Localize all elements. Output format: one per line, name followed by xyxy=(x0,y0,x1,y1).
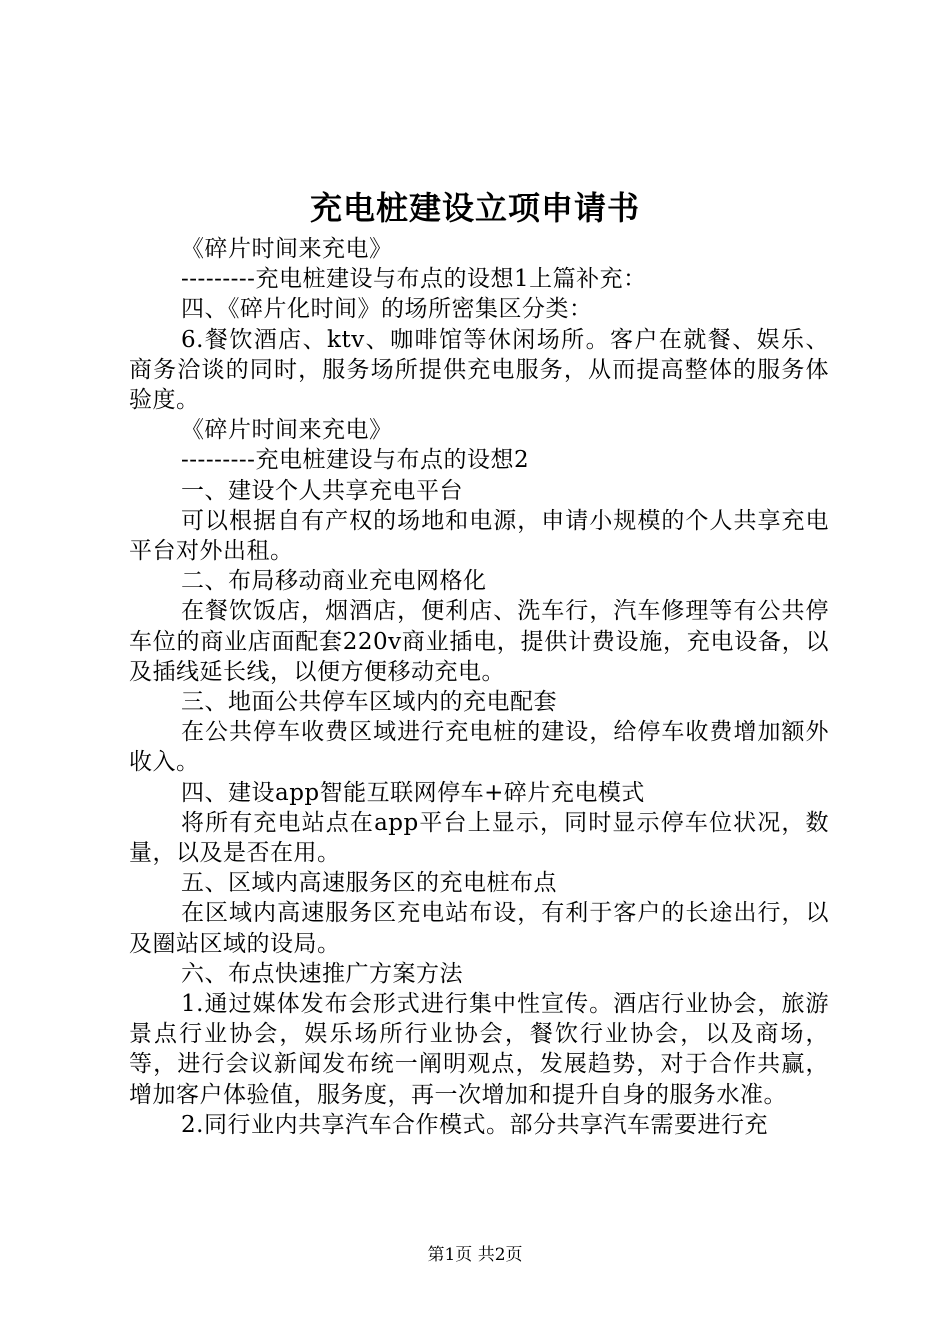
paragraph: 五、区域内高速服务区的充电桩布点 xyxy=(181,870,557,897)
paragraph: 一、建设个人共享充电平台 xyxy=(181,477,463,504)
paragraph: 《碎片时间来充电》 xyxy=(181,417,393,444)
document-title: 充电桩建设立项申请书 xyxy=(309,189,640,227)
document-body xyxy=(129,234,829,1140)
paragraph: 在公共停车收费区域进行充电桩的建设，给停车收费增加额外收入。 xyxy=(129,719,829,776)
paragraph: 四、建设app智能互联网停车+碎片充电模式 xyxy=(181,779,645,806)
page-number-footer: 第1页 共2页 xyxy=(427,1245,523,1265)
paragraph: ---------充电桩建设与布点的设想2 xyxy=(181,447,530,474)
paragraph: 《碎片时间来充电》 xyxy=(181,236,393,262)
paragraph: 1.通过媒体发布会形式进行集中性宣传。酒店行业协会，旅游景点行业协会，娱乐场所行业协会，餐饮行业协会，以及商场，等，进行会议新闻发布统一阐明观点，发展趋势，对于合作共赢，增加客户体验值，服务度，再一次增加和提升自身的服务水准。 xyxy=(129,991,829,1108)
paragraph: 在区域内高速服务区充电站布设，有利于客户的长途出行，以及圈站区域的设局。 xyxy=(129,900,829,957)
paragraph: 三、地面公共停车区域内的充电配套 xyxy=(181,689,557,716)
paragraph: 四、《碎片化时间》的场所密集区分类： xyxy=(181,296,593,323)
paragraph: 2.同行业内共享汽车合作模式。部分共享汽车需要进行充 xyxy=(181,1111,768,1138)
paragraph: 可以根据自有产权的场地和电源，申请小规模的个人共享充电平台对外出租。 xyxy=(129,507,829,565)
paragraph: 在餐饮饭店，烟酒店，便利店、洗车行，汽车修理等有公共停车位的商业店面配套220v商业插电，提供计费设施，充电设备，以及插线延长线，以便方便移动充电。 xyxy=(129,598,829,685)
paragraph: 6.餐饮酒店、ktv、咖啡馆等休闲场所。客户在就餐、娱乐、商务洽谈的同时，服务场所提供充电服务，从而提高整体的服务体验度。 xyxy=(129,326,829,414)
paragraph: 六、布点快速推广方案方法 xyxy=(181,960,463,987)
paragraph: ---------充电桩建设与布点的设想1上篇补充： xyxy=(181,266,647,293)
paragraph: 将所有充电站点在app平台上显示，同时显示停车位状况，数量，以及是否在用。 xyxy=(129,809,829,867)
paragraph: 二、布局移动商业充电网格化 xyxy=(181,568,487,595)
